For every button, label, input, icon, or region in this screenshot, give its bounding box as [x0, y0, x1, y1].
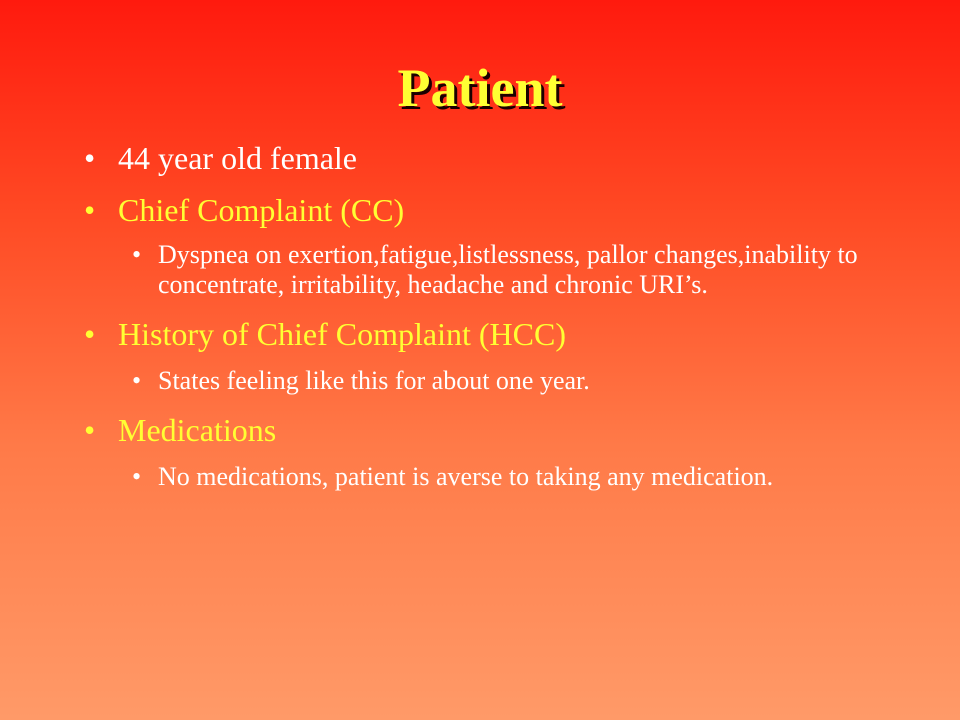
bullet-marker: • — [132, 462, 142, 491]
bullet-text: Dyspnea on exertion,fatigue,listlessness, pallor changes,inability to concentrate, irritability, headache and chronic URI’s. — [158, 240, 858, 299]
bullet-item-chief-complaint — [80, 192, 920, 228]
bullet-item-patient-description — [80, 140, 920, 176]
bullet-marker: • — [132, 240, 142, 269]
slide-title: Patient — [397, 58, 563, 118]
sub-bullet-symptoms — [130, 240, 920, 300]
slide-content — [80, 140, 920, 492]
bullet-marker: • — [84, 316, 96, 352]
sub-bullet-medications-detail — [130, 462, 920, 492]
bullet-text: Chief Complaint (CC) — [118, 192, 405, 228]
bullet-item-history — [80, 316, 920, 352]
bullet-marker: • — [84, 412, 96, 448]
bullet-marker: • — [132, 366, 142, 395]
bullet-marker: • — [84, 140, 96, 176]
bullet-item-medications — [80, 412, 920, 448]
bullet-text: History of Chief Complaint (HCC) — [118, 316, 566, 352]
bullet-marker: • — [84, 192, 96, 228]
bullet-text: States feeling like this for about one year. — [158, 366, 590, 395]
sub-bullet-history-detail — [130, 366, 920, 396]
bullet-text: 44 year old female — [118, 140, 357, 176]
bullet-text: Medications — [118, 412, 277, 448]
bullet-text: No medications, patient is averse to taking any medication. — [158, 462, 774, 491]
